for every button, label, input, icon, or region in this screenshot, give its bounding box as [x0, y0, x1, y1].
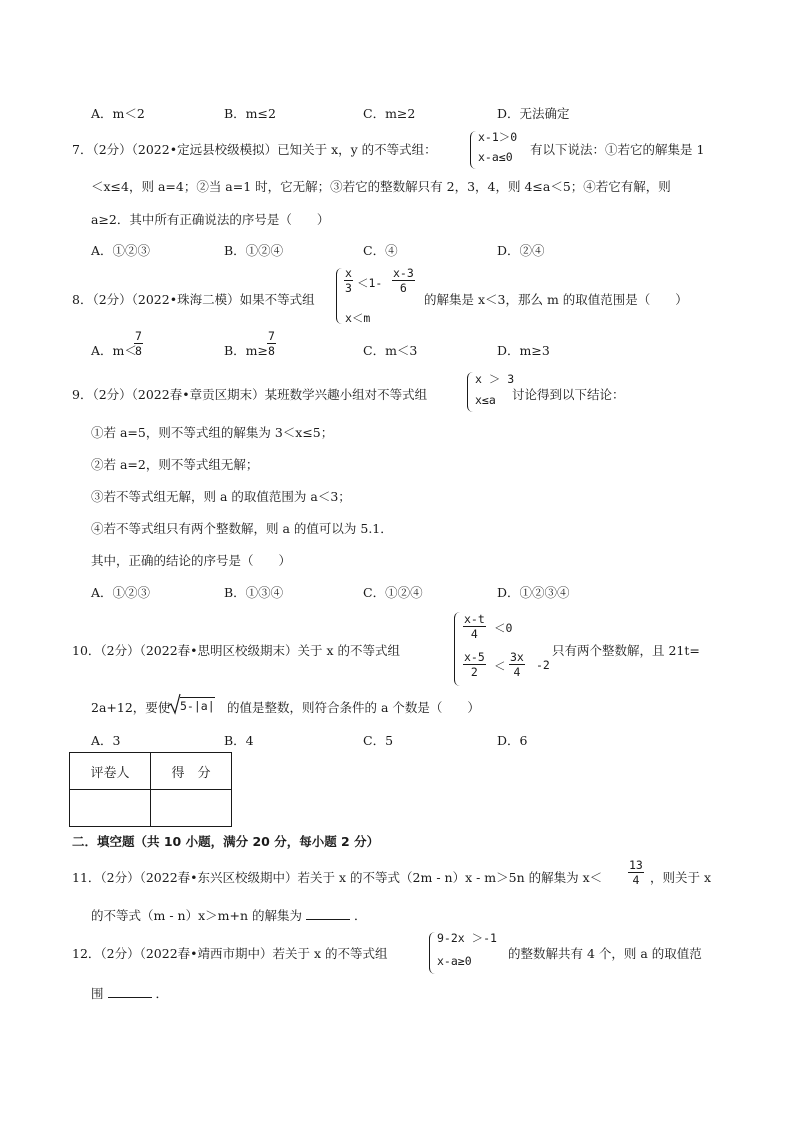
q11-stem-cont: ，则关于 x	[650, 870, 712, 885]
q8-option-d: D．m≥3	[497, 343, 550, 358]
q10-system-tail1: ＜0	[494, 621, 513, 635]
q10-frac-1: $\frac{x-t}{4}$	[464, 612, 485, 641]
q10-frac-3: $\frac{3x}{4}$	[510, 650, 524, 679]
q8-option-c: C．m＜3	[363, 343, 418, 358]
q9-conclusion-4: ④若不等式组只有两个整数解，则 a 的值可以为 5.1．	[91, 521, 393, 536]
q7-option-a: A．①②③	[91, 243, 151, 258]
q9-system-line2: x≤a	[475, 393, 496, 407]
q6-option-b: B．m≤2	[224, 106, 276, 121]
score-table	[69, 752, 232, 827]
q9-conclusion-2: ②若 a=2，则不等式组无解；	[91, 457, 259, 472]
q9-stem-cont: 讨论得到以下结论：	[512, 387, 625, 402]
q6-option-c: C．m≥2	[363, 106, 416, 121]
q8-system-line2: x＜m	[345, 311, 371, 325]
q11-answer-blank[interactable]	[306, 907, 350, 920]
q11-line2-text: 的不等式（m - n）x＞m+n 的解集为	[91, 908, 302, 923]
q11-frac: $\frac{13}{4}$	[629, 858, 643, 887]
q9-brace	[467, 372, 474, 412]
q10-radicand: 5-|a|	[180, 699, 215, 713]
q7-stem: 7．（2分）（2022•定远县校级模拟）已知关于 x，y 的不等式组：	[72, 142, 437, 157]
q8-option-a-frac: $\frac{7}{8}$	[135, 329, 142, 358]
q12-line2	[91, 984, 168, 1002]
q11-line2	[91, 906, 367, 924]
q12-system-line2: x-a≥0	[437, 954, 472, 968]
q10-line2-a: 2a+12，要使	[91, 700, 171, 715]
q11-line2-end: ．	[353, 908, 367, 923]
q7-stem-cont: 有以下说法：①若它的解集是 1	[530, 142, 705, 157]
q9-conclusion-1: ①若 a=5，则不等式组的解集为 3＜x≤5；	[91, 425, 334, 440]
q10-stem-cont: 只有两个整数解，且 21t=	[552, 643, 700, 658]
score-table-grader-cell[interactable]	[70, 790, 151, 827]
q9-stem: 9．（2分）（2022春•章贡区期末）某班数学兴趣小组对不等式组	[72, 387, 428, 402]
q7-system-line2: x-a≤0	[478, 150, 513, 164]
q12-brace	[429, 932, 436, 974]
q7-option-c: C．④	[363, 243, 398, 258]
sqrt-sign-icon	[167, 693, 181, 715]
q8-frac-1: $\frac{x}{3}$	[345, 266, 352, 295]
q8-stem: 8．（2分）（2022•珠海二模）如果不等式组	[72, 292, 315, 307]
q8-system-mid: ＜1-	[357, 276, 383, 290]
q9-option-b: B．①③④	[224, 585, 284, 600]
section-title: 二．填空题（共 10 小题，满分 20 分，每小题 2 分）	[72, 834, 380, 849]
q12-line2-end: ．	[155, 986, 169, 1001]
q10-system-mid: ＜	[494, 659, 506, 673]
score-table-score-header: 得 分	[151, 753, 232, 790]
q10-stem: 10．（2分）（2022春•思明区校级期末）关于 x 的不等式组	[72, 643, 401, 658]
q10-option-a: A．3	[91, 733, 121, 748]
q10-option-b: B．4	[224, 733, 254, 748]
q10-frac-2: $\frac{x-5}{2}$	[464, 650, 485, 679]
q10-option-c: C．5	[363, 733, 394, 748]
q12-line2-text: 围	[91, 986, 104, 1001]
q8-stem-cont: 的解集是 x＜3，那么 m 的取值范围是（ ）	[424, 292, 688, 307]
q9-option-c: C．①②④	[363, 585, 423, 600]
q7-line3: a≥2．其中所有正确说法的序号是（ ）	[91, 212, 330, 227]
q8-frac-2: $\frac{x-3}{6}$	[393, 266, 414, 295]
q7-line2: ＜x≤4，则 a=4；②当 a=1 时，它无解；③若它的整数解只有 2，3，4，则 4≤a＜5；④若它有解，则	[91, 179, 671, 194]
q8-option-a: A．m＜	[91, 343, 137, 358]
q7-option-b: B．①②④	[224, 243, 284, 258]
q10-system-tail2: -2	[536, 658, 550, 672]
q7-system-line1: x-1＞0	[478, 130, 518, 144]
q12-answer-blank[interactable]	[108, 985, 152, 998]
q10-brace	[454, 612, 462, 686]
q10-option-d: D．6	[497, 733, 528, 748]
score-table-score-cell[interactable]	[151, 790, 232, 827]
q9-question: 其中，正确的结论的序号是（ ）	[91, 553, 292, 568]
q6-option-d: D．无法确定	[497, 106, 570, 121]
q8-option-b-frac: $\frac{7}{8}$	[268, 329, 275, 358]
q12-stem: 12．（2分）（2022春•靖西市期中）若关于 x 的不等式组	[72, 946, 388, 961]
q6-option-a: A．m＜2	[91, 106, 145, 121]
q9-system-line1: x ＞ 3	[475, 372, 515, 386]
q9-option-a: A．①②③	[91, 585, 151, 600]
q10-line2-b: 的值是整数，则符合条件的 a 个数是（ ）	[227, 700, 480, 715]
q12-system-line1: 9-2x ＞-1	[437, 931, 497, 945]
q9-conclusion-3: ③若不等式组无解，则 a 的取值范围为 a＜3；	[91, 489, 351, 504]
q11-stem: 11．（2分）（2022春•东兴区校级期中）若关于 x 的不等式（2m - n）x - m＞5n 的解集为 x＜	[72, 870, 603, 885]
score-table-grader-header: 评卷人	[70, 753, 151, 790]
q7-option-d: D．②④	[497, 243, 545, 258]
q12-stem-cont: 的整数解共有 4 个，则 a 的取值范	[508, 946, 702, 961]
q9-option-d: D．①②③④	[497, 585, 570, 600]
q8-brace	[336, 268, 343, 324]
q8-option-b: B．m≥	[224, 343, 269, 358]
q7-brace	[470, 131, 477, 169]
